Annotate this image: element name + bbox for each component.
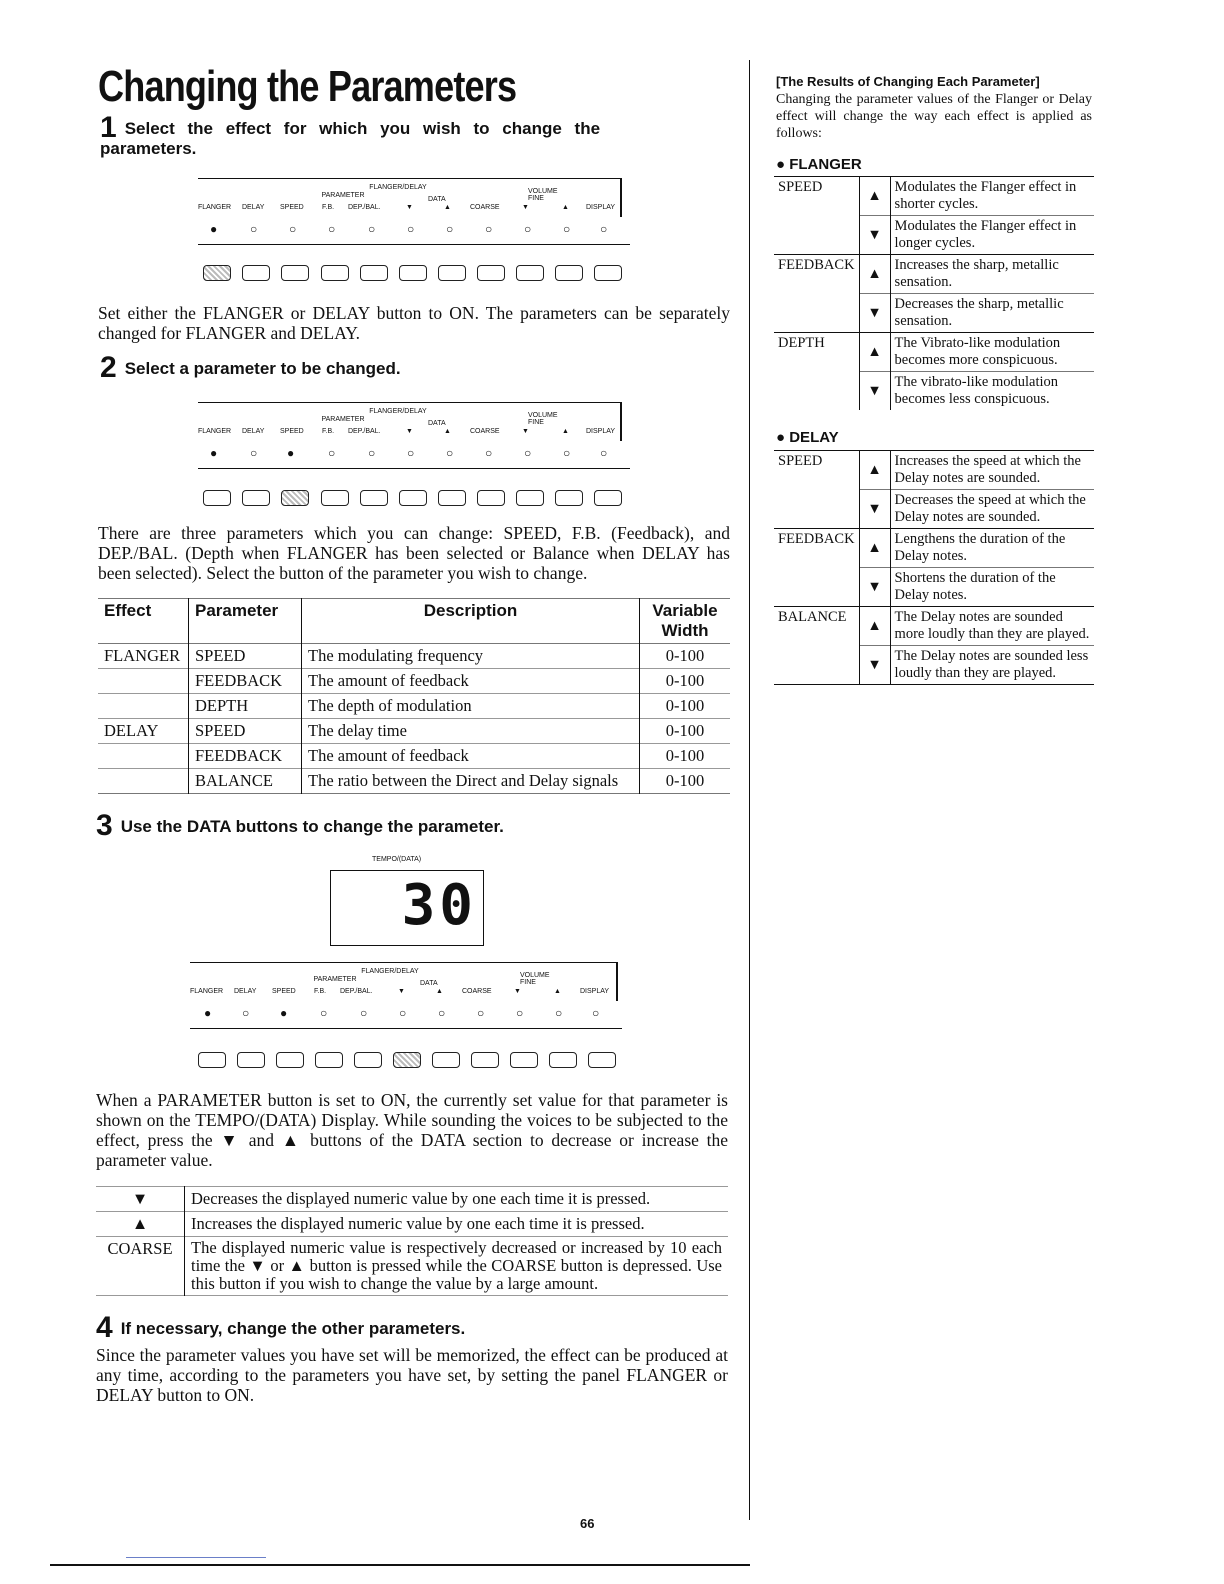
led-display: ○ [600, 446, 608, 460]
vol-up-button[interactable] [555, 490, 583, 506]
vol-down-label: ▼ [522, 204, 529, 211]
parameter-label: PARAMETER [321, 416, 365, 423]
description-cell: The Vibrato-like modulation becomes more conspicuous. [894, 335, 1061, 368]
flanger-label: FLANGER [198, 428, 232, 435]
led-flanger: ● [204, 1006, 212, 1020]
description-cell: Shortens the duration of the Delay notes. [894, 570, 1056, 603]
parameter-label: PARAMETER [321, 192, 365, 199]
speed-label: SPEED [272, 988, 296, 995]
step-text: Select a parameter to be changed. [124, 359, 401, 378]
parameter-cell: BALANCE [774, 607, 859, 685]
led-data-down: ○ [407, 446, 415, 460]
results-heading: [The Results of Changing Each Parameter] [776, 74, 1040, 89]
table-row [98, 719, 730, 744]
parameter-cell: SPEED [774, 177, 859, 255]
parameter-cell: BALANCE [189, 769, 302, 794]
led-data-up: ○ [438, 1006, 446, 1020]
results-intro: Changing the parameter values of the Flanger or Delay effect will change the way each effect is applied as follows: [776, 92, 1092, 141]
page-number: 66 [580, 1516, 595, 1531]
led-vol-down: ○ [524, 446, 532, 460]
header-description: Description [302, 599, 640, 644]
led-flanger: ● [210, 222, 218, 236]
column-divider [749, 60, 750, 1520]
step-text: Select the effect for which you wish to change the parameters. [100, 119, 601, 158]
data-up-button[interactable] [438, 265, 466, 281]
header-parameter: Parameter [189, 599, 302, 644]
step-number: 2 [100, 351, 117, 384]
fb-label: F.B. [322, 204, 335, 211]
parameter-cell: FEEDBACK [189, 669, 302, 694]
parameter-cell: DEPTH [189, 694, 302, 719]
parameter-cell: FEEDBACK [189, 744, 302, 769]
description-cell: The amount of feedback [302, 744, 640, 769]
led-row [190, 1006, 622, 1029]
led-speed: ● [280, 1006, 288, 1020]
bottom-accent-rule [126, 1557, 266, 1558]
delay-results-table [774, 450, 1094, 685]
led-speed: ○ [289, 222, 297, 236]
description-cell: Decreases the displayed numeric value by one each time it is pressed. [191, 1189, 651, 1208]
description-cell: Lengthens the duration of the Delay notes. [894, 531, 1066, 564]
key-cell: ▼ [96, 1187, 185, 1212]
down-arrow-icon: ▼ [859, 216, 890, 255]
width-cell: 0-100 [665, 721, 705, 740]
step-number: 1 [100, 111, 117, 144]
data-up-label: ▲ [444, 428, 451, 435]
table-row [774, 529, 1094, 568]
volume-fine-label: VOLUME FINE [528, 188, 558, 202]
effect-cell [98, 769, 189, 794]
coarse-label: COARSE [462, 988, 492, 995]
parameter-cell: FEEDBACK [774, 255, 859, 333]
vol-up-label: ▲ [562, 204, 569, 211]
effect-cell [98, 744, 189, 769]
data-label: DATA [428, 196, 446, 203]
table-row [774, 451, 1094, 490]
table-row [98, 694, 730, 719]
table-row [98, 644, 730, 669]
down-arrow-icon: ▼ [859, 372, 890, 411]
volume-fine-label: VOLUME FINE [520, 972, 550, 986]
up-arrow-icon: ▲ [859, 177, 890, 216]
fb-label: F.B. [314, 988, 327, 995]
description-cell: The delay time [302, 719, 640, 744]
led-display: ○ [600, 222, 608, 236]
speed-label: SPEED [280, 204, 304, 211]
data-label: DATA [428, 420, 446, 427]
flanger-button[interactable] [203, 490, 231, 506]
fb-button[interactable] [321, 265, 349, 281]
display-label: DISPLAY [586, 428, 616, 435]
led-fb: ○ [320, 1006, 328, 1020]
coarse-label: COARSE [470, 428, 500, 435]
description-cell: The displayed numeric value is respectively decreased or increased by 10 each time the ▼ or ▲ button is pressed while the COARSE button is depressed. Use this button if you wish to change the value by a large amount. [191, 1238, 722, 1293]
step-3 [96, 809, 656, 842]
flanger-delay-label: FLANGER/DELAY [369, 408, 427, 415]
delay-button[interactable] [242, 490, 270, 506]
led-fb: ○ [328, 446, 336, 460]
vol-up-button[interactable] [555, 265, 583, 281]
up-arrow-icon: ▲ [859, 607, 890, 646]
key-cell: COARSE [96, 1237, 185, 1296]
description-cell: Modulates the Flanger effect in shorter cycles. [894, 179, 1077, 212]
down-arrow-icon: ▼ [859, 568, 890, 607]
vol-down-button[interactable] [510, 1052, 538, 1068]
speed-button[interactable] [276, 1052, 304, 1068]
description-cell: The Delay notes are sounded less loudly than they are played. [894, 648, 1089, 681]
width-cell: 0-100 [665, 771, 705, 790]
vol-down-label: ▼ [514, 988, 521, 995]
led-vol-down: ○ [524, 222, 532, 236]
data-down-button[interactable] [399, 265, 427, 281]
coarse-button[interactable] [477, 490, 505, 506]
flanger-delay-label: FLANGER/DELAY [369, 184, 427, 191]
description-cell: The vibrato-like modulation becomes less conspicuous. [894, 374, 1059, 407]
led-vol-down: ○ [516, 1006, 524, 1020]
coarse-label: COARSE [470, 204, 500, 211]
step-1 [100, 111, 660, 159]
led-data-up: ○ [446, 446, 454, 460]
vol-up-label: ▲ [562, 428, 569, 435]
led-vol-up: ○ [563, 446, 571, 460]
led-data-up: ○ [446, 222, 454, 236]
description-cell: Increases the displayed numeric value by one each time it is pressed. [191, 1214, 645, 1233]
delay-button[interactable] [237, 1052, 265, 1068]
bottom-rule [50, 1564, 750, 1566]
data-down-label: ▼ [406, 428, 413, 435]
description-cell: Decreases the speed at which the Delay notes are sounded. [894, 492, 1086, 525]
key-cell: ▲ [96, 1212, 185, 1237]
vol-up-button[interactable] [549, 1052, 577, 1068]
flanger-label: FLANGER [190, 988, 224, 995]
effect-cell: FLANGER [98, 644, 189, 669]
down-arrow-icon: ▼ [859, 646, 890, 685]
data-buttons-table [96, 1186, 728, 1296]
data-down-label: ▼ [398, 988, 405, 995]
coarse-button[interactable] [471, 1052, 499, 1068]
parameter-cell: SPEED [189, 719, 302, 744]
led-data-down: ○ [399, 1006, 407, 1020]
led-depbal: ○ [368, 222, 376, 236]
width-cell: 0-100 [665, 671, 705, 690]
delay-label: DELAY [234, 988, 257, 995]
flanger-delay-label: FLANGER/DELAY [361, 968, 419, 975]
display-value: 30 [401, 873, 477, 938]
up-arrow-icon: ▲ [859, 255, 890, 294]
description-cell: The depth of modulation [302, 694, 640, 719]
up-arrow-icon: ▲ [859, 333, 890, 372]
delay-button[interactable] [242, 265, 270, 281]
paragraph-1: Set either the FLANGER or DELAY button to ON. The parameters can be separately changed for FLANGER and DELAY. [98, 303, 730, 343]
display-button[interactable] [594, 265, 622, 281]
paragraph-3: When a PARAMETER button is set to ON, the currently set value for that parameter is shown on the TEMPO/(DATA) Display. While sounding the voices to be subjected to the effect, press the ▼ and ▲ buttons of the DATA section to decrease or increase the parameter value. [96, 1090, 728, 1170]
parameter-cell: SPEED [774, 451, 859, 529]
description-cell: Modulates the Flanger effect in longer cycles. [894, 218, 1077, 251]
up-arrow-icon: ▲ [859, 529, 890, 568]
table-row [98, 769, 730, 794]
parameter-table [98, 598, 730, 794]
depbal-label: DEP./BAL. [340, 988, 373, 995]
tempo-data-label: TEMPO/(DATA) [372, 856, 422, 863]
led-vol-up: ○ [563, 222, 571, 236]
parameter-label: PARAMETER [313, 976, 357, 983]
step-number: 4 [96, 1311, 113, 1344]
parameter-cell: FEEDBACK [774, 529, 859, 607]
table-row [774, 607, 1094, 646]
fb-button[interactable] [321, 490, 349, 506]
description-cell: The ratio between the Direct and Delay signals [302, 769, 640, 794]
table-row [774, 177, 1094, 216]
speed-label: SPEED [280, 428, 304, 435]
data-down-button[interactable] [393, 1052, 421, 1068]
flanger-label: FLANGER [198, 204, 232, 211]
effect-cell [98, 694, 189, 719]
depbal-label: DEP./BAL. [348, 428, 381, 435]
led-fb: ○ [328, 222, 336, 236]
step-text: If necessary, change the other parameters. [120, 1319, 466, 1338]
vol-up-label: ▲ [554, 988, 561, 995]
step-number: 3 [96, 809, 113, 842]
delay-label: DELAY [242, 204, 265, 211]
down-arrow-icon: ▼ [859, 490, 890, 529]
data-down-label: ▼ [406, 204, 413, 211]
paragraph-2: There are three parameters which you can change: SPEED, F.B. (Feedback), and DEP./BAL. (Depth when FLANGER has been selected or Balance when DELAY has been selected). Select the button of the parameter you wish to change. [98, 523, 730, 583]
paragraph-4: Since the parameter values you have set will be memorized, the effect can be produced at any time, according to the parameters you have set, by setting the panel FLANGER or DELAY button to ON. [96, 1345, 728, 1405]
header-variable-width: Variable Width [652, 601, 718, 640]
depbal-button[interactable] [360, 265, 388, 281]
display-label: DISPLAY [586, 204, 616, 211]
table-row [96, 1237, 728, 1296]
step-2 [100, 351, 660, 384]
page-title: Changing the Parameters [98, 62, 517, 111]
table-row [96, 1187, 728, 1212]
table-row [96, 1212, 728, 1237]
up-arrow-icon: ▲ [859, 451, 890, 490]
coarse-button[interactable] [477, 265, 505, 281]
vol-down-button[interactable] [516, 265, 544, 281]
led-vol-up: ○ [555, 1006, 563, 1020]
step-text: Use the DATA buttons to change the parameter. [120, 817, 504, 836]
fb-button[interactable] [315, 1052, 343, 1068]
data-up-label: ▲ [436, 988, 443, 995]
effect-cell [98, 669, 189, 694]
data-label: DATA [420, 980, 438, 987]
led-depbal: ○ [360, 1006, 368, 1020]
fb-label: F.B. [322, 428, 335, 435]
effect-cell: DELAY [98, 719, 189, 744]
width-cell: 0-100 [665, 696, 705, 715]
vol-down-label: ▼ [522, 428, 529, 435]
depbal-label: DEP./BAL. [348, 204, 381, 211]
display-button[interactable] [594, 490, 622, 506]
width-cell: 0-100 [665, 746, 705, 765]
tempo-data-display [330, 870, 484, 946]
parameter-cell: SPEED [189, 644, 302, 669]
depbal-button[interactable] [354, 1052, 382, 1068]
depbal-button[interactable] [360, 490, 388, 506]
step-4 [96, 1311, 696, 1344]
led-coarse: ○ [485, 446, 493, 460]
led-flanger: ● [210, 446, 218, 460]
description-cell: Decreases the sharp, metallic sensation. [894, 296, 1064, 329]
description-cell: Increases the sharp, metallic sensation. [894, 257, 1059, 290]
flanger-heading: ● FLANGER [776, 156, 862, 173]
flanger-results-table [774, 176, 1094, 410]
description-cell: Increases the speed at which the Delay notes are sounded. [894, 453, 1081, 486]
led-row [198, 446, 630, 469]
led-depbal: ○ [368, 446, 376, 460]
header-effect: Effect [98, 599, 189, 644]
speed-button[interactable] [281, 265, 309, 281]
description-cell: The Delay notes are sounded more loudly than they are played. [894, 609, 1090, 642]
delay-heading: ● DELAY [776, 429, 839, 446]
data-up-button[interactable] [432, 1052, 460, 1068]
led-display: ○ [592, 1006, 600, 1020]
width-cell: 0-100 [665, 646, 705, 665]
parameter-cell: DEPTH [774, 333, 859, 411]
table-row [774, 255, 1094, 294]
vol-down-button[interactable] [516, 490, 544, 506]
speed-button[interactable] [281, 490, 309, 506]
led-coarse: ○ [485, 222, 493, 236]
led-delay: ○ [250, 446, 258, 460]
led-row [198, 222, 630, 245]
data-down-button[interactable] [399, 490, 427, 506]
flanger-button[interactable] [198, 1052, 226, 1068]
data-up-button[interactable] [438, 490, 466, 506]
led-data-down: ○ [407, 222, 415, 236]
volume-fine-label: VOLUME FINE [528, 412, 558, 426]
data-up-label: ▲ [444, 204, 451, 211]
delay-label: DELAY [242, 428, 265, 435]
led-speed: ● [287, 446, 295, 460]
flanger-button[interactable] [203, 265, 231, 281]
down-arrow-icon: ▼ [859, 294, 890, 333]
led-delay: ○ [250, 222, 258, 236]
led-coarse: ○ [477, 1006, 485, 1020]
display-button[interactable] [588, 1052, 616, 1068]
led-delay: ○ [242, 1006, 250, 1020]
table-row [774, 333, 1094, 372]
description-cell: The amount of feedback [302, 669, 640, 694]
display-label: DISPLAY [580, 988, 610, 995]
table-row [98, 669, 730, 694]
table-row [98, 744, 730, 769]
description-cell: The modulating frequency [302, 644, 640, 669]
